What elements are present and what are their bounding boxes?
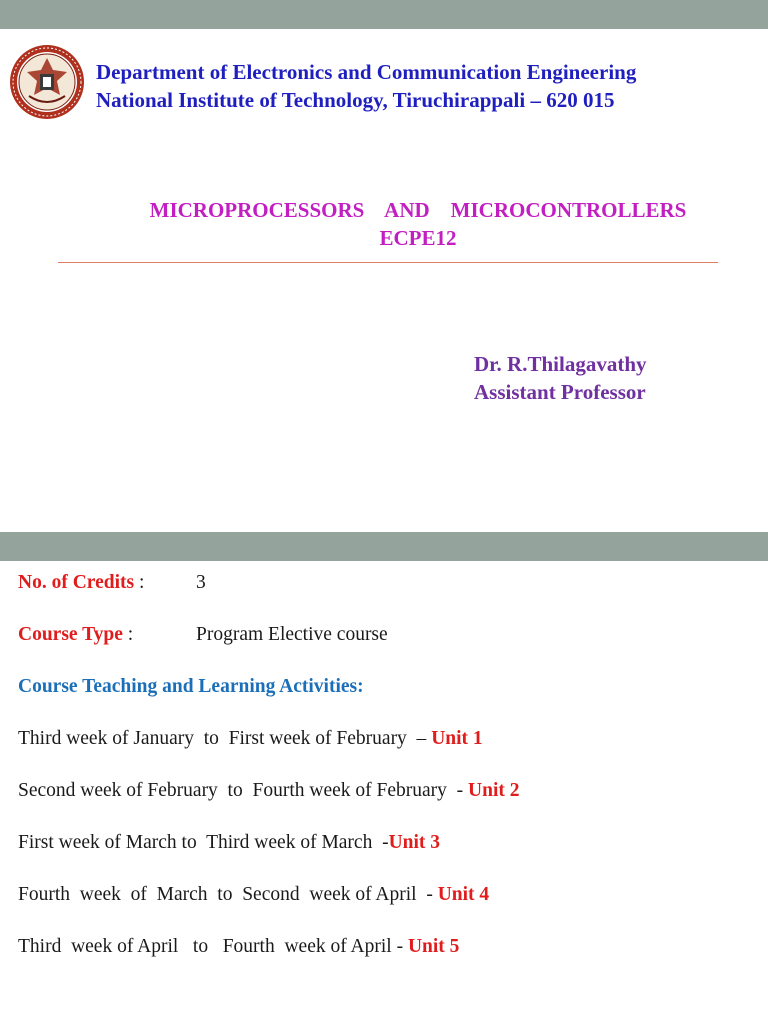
institute-line: National Institute of Technology, Tiruchirappali – 620 015 [96,88,615,112]
course-type-separator: : [122,624,134,645]
course-title: MICROPROCESSORS AND MICROCONTROLLERS [149,198,687,222]
schedule-unit: Unit 3 [388,832,441,853]
schedule-unit: Unit 2 [468,780,520,801]
schedule-period: Third week of April to Fourth week of April - [18,936,408,957]
course-type-label: Course Type [18,624,123,645]
schedule-period: Third week of January to First week of February – [18,728,432,749]
author-name: Dr. R.Thilagavathy [474,352,647,376]
schedule-row [18,726,483,752]
schedule-row [18,778,519,804]
credits-label: No. of Credits [18,572,135,593]
slide-header-bar [0,0,768,29]
course-info-slide [0,532,768,1024]
schedule-unit: Unit 5 [407,936,460,957]
department-line: Department of Electronics and Communication Engineering [96,60,637,84]
activities-heading-text: Course Teaching and Learning Activities: [18,676,364,697]
credits-row [18,570,144,596]
title-divider [58,262,718,263]
credits-separator: : [134,572,145,593]
course-code: ECPE12 [379,226,457,250]
schedule-row [18,934,459,960]
schedule-unit: Unit 4 [437,884,490,905]
credits-value: 3 [196,572,206,593]
nit-trichy-seal-icon [9,44,85,120]
course-type-value: Program Elective course [196,624,388,645]
activities-heading [18,674,364,700]
schedule-row [18,830,440,856]
schedule-period: Fourth week of March to Second week of April - [18,884,438,905]
schedule-period: Second week of February to Fourth week of February - [18,780,469,801]
author-role: Assistant Professor [474,380,646,404]
course-type-row [18,622,133,648]
schedule-period: First week of March to Third week of March - [18,832,389,853]
schedule-unit: Unit 1 [431,728,483,749]
department-name [96,58,636,114]
schedule-row [18,882,489,908]
author-block [474,350,647,406]
slide-header-bar [0,532,768,561]
